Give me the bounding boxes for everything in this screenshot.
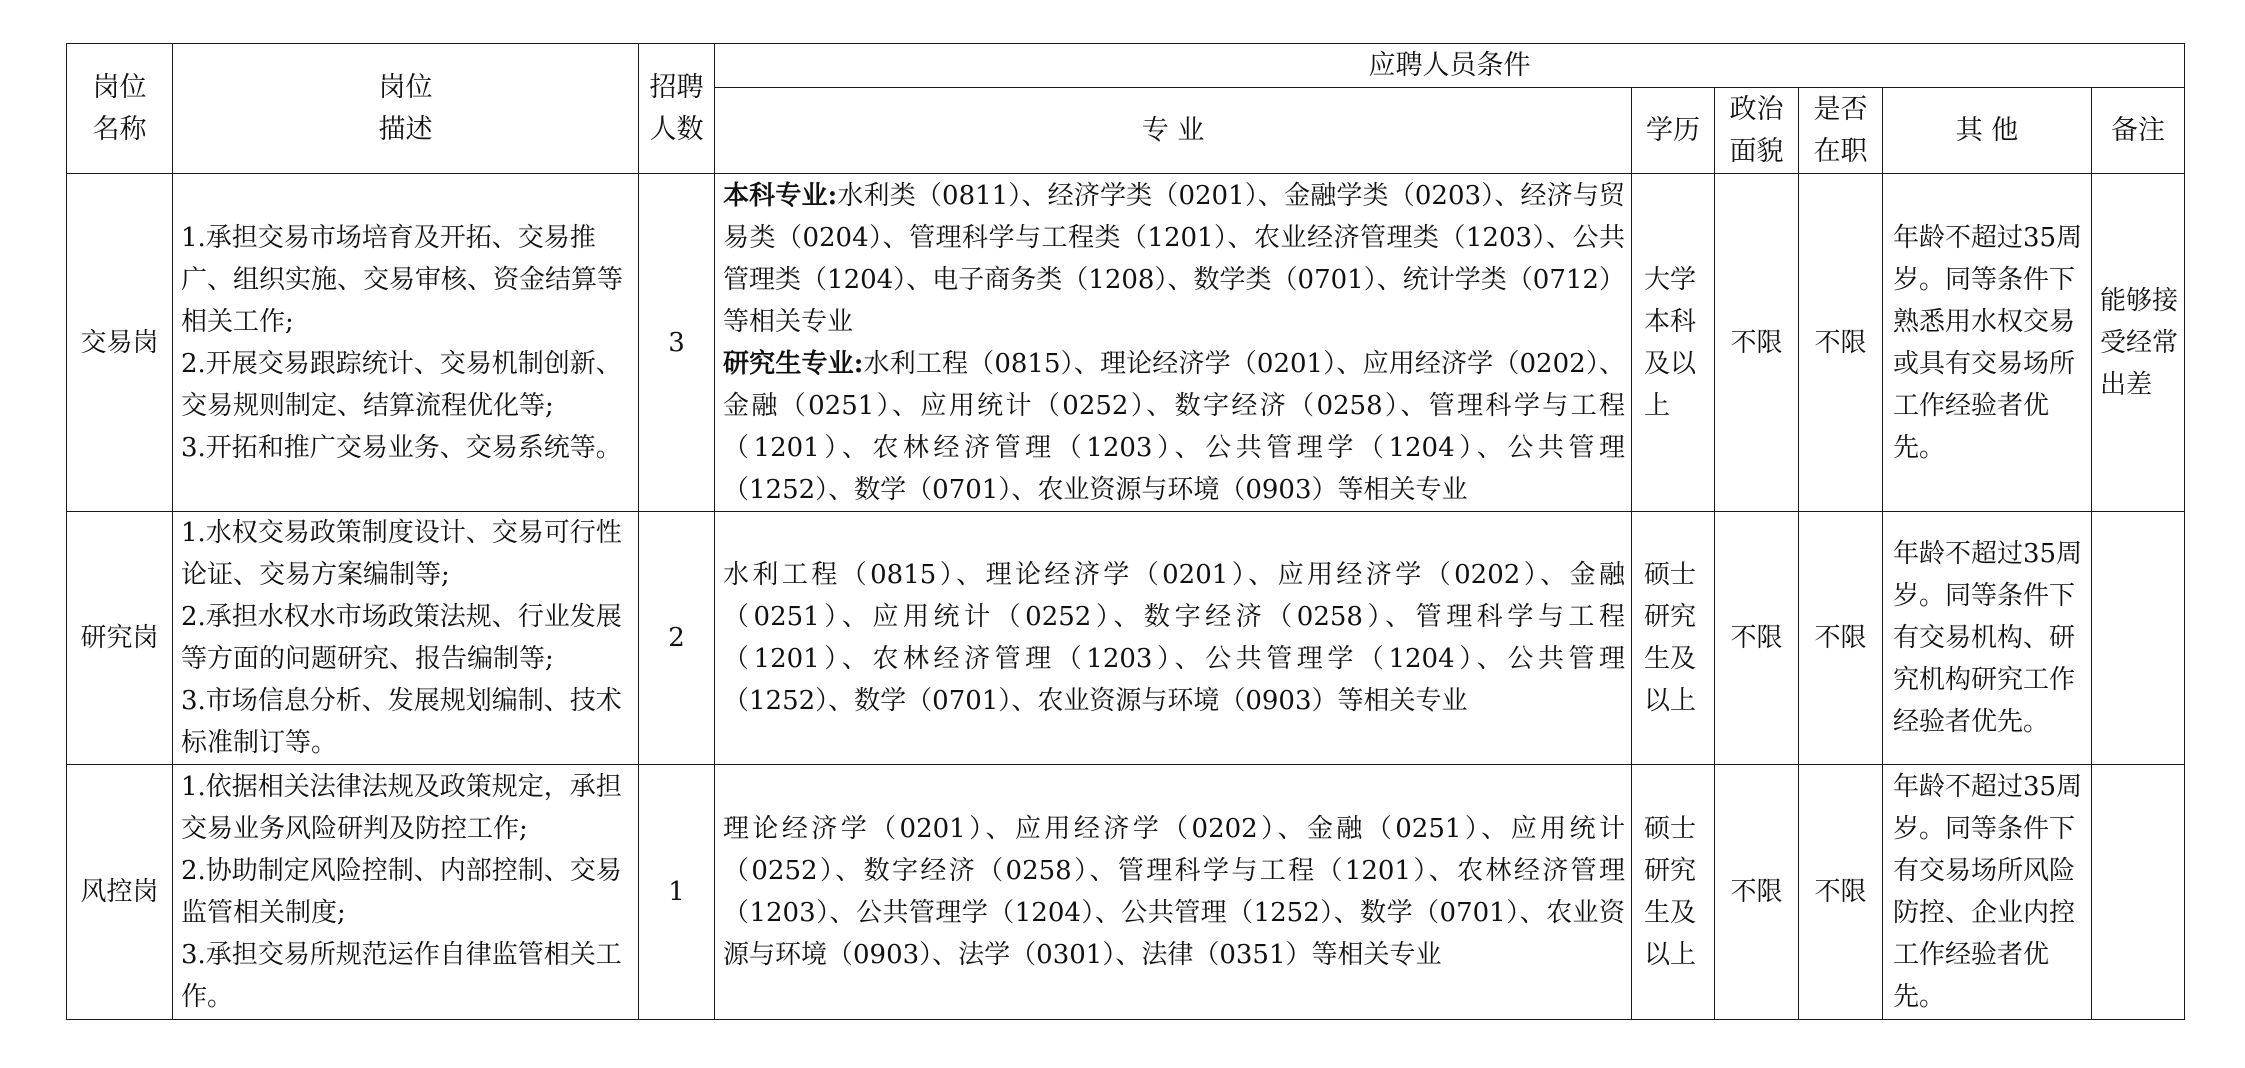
- remark: [2092, 765, 2185, 1020]
- employment-status: 不限: [1799, 174, 1883, 512]
- header-position-name: 岗位 名称: [67, 44, 173, 174]
- desc-item: 1.依据相关法律法规及政策规定，承担交易业务风险研判及防控工作;: [181, 772, 622, 844]
- desc-item: 2.开展交易跟踪统计、交易机制创新、交易规则制定、结算流程优化等;: [181, 348, 622, 421]
- major-postgrad-label: 研究生专业:: [723, 348, 864, 379]
- major-requirements: [715, 174, 1632, 512]
- table-row-research: [67, 512, 2185, 765]
- major-undergrad-text: 水利类（0811）、经济学类（0201）、金融学类（0203）、经济与贸易类（0204）、管理科学与工程类（1201）、农业经济管理类（1203）、公共管理类（1204）、电子商务类（1208）、数学类（0701）、统计学类（0712）等相关专业: [723, 180, 1625, 337]
- remark: 能够接受经常出差: [2092, 174, 2185, 512]
- header-conditions: 应聘人员条件: [715, 44, 2185, 88]
- recruitment-table: [66, 43, 2185, 1020]
- desc-item: 2.协助制定风险控制、内部控制、交易监管相关制度;: [181, 856, 622, 928]
- position-name: 交易岗: [67, 174, 173, 512]
- hire-count: 1: [639, 765, 715, 1020]
- other-conditions: 年龄不超过35周岁。同等条件下有交易场所风险防控、企业内控工作经验者优先。: [1883, 765, 2092, 1020]
- remark: [2092, 512, 2185, 765]
- table-row-risk-control: [67, 765, 2185, 1020]
- education: 硕士研究生及以上: [1632, 765, 1715, 1020]
- political-status: 不限: [1715, 765, 1799, 1020]
- header-major: 专 业: [715, 88, 1632, 174]
- header-hire-count: 招聘 人数: [639, 44, 715, 174]
- desc-item: 1.水权交易政策制度设计、交易可行性论证、交易方案编制等;: [181, 518, 622, 590]
- education: 大学本科及以上: [1632, 174, 1715, 512]
- hire-count: 3: [639, 174, 715, 512]
- other-conditions: 年龄不超过35周岁。同等条件下有交易机构、研究机构研究工作经验者优先。: [1883, 512, 2092, 765]
- political-status: 不限: [1715, 174, 1799, 512]
- table-row-trading: [67, 174, 2185, 512]
- header-position-desc: 岗位 描述: [173, 44, 639, 174]
- recruitment-table-wrapper: [66, 43, 2185, 1020]
- header-employed: 是否 在职: [1799, 88, 1883, 174]
- position-name: 风控岗: [67, 765, 173, 1020]
- header-remark: 备注: [2092, 88, 2185, 174]
- header-political: 政治 面貌: [1715, 88, 1799, 174]
- employment-status: 不限: [1799, 512, 1883, 765]
- header-other: 其 他: [1883, 88, 2092, 174]
- major-undergrad: [723, 175, 1625, 343]
- desc-item: 3.市场信息分析、发展规划编制、技术标准制订等。: [181, 686, 622, 758]
- position-desc: [173, 765, 639, 1020]
- major-undergrad-label: 本科专业:: [723, 180, 838, 211]
- desc-item: 2.承担水权水市场政策法规、行业发展等方面的问题研究、报告编制等;: [181, 602, 622, 674]
- position-desc: [173, 174, 639, 512]
- position-name: 研究岗: [67, 512, 173, 765]
- header-row-top: [67, 44, 2185, 88]
- desc-item: 1.承担交易市场培育及开拓、交易推广、组织实施、交易审核、资金结算等相关工作;: [181, 222, 624, 337]
- other-conditions: 年龄不超过35周岁。同等条件下熟悉用水权交易或具有交易场所工作经验者优先。: [1883, 174, 2092, 512]
- education: 硕士研究生及以上: [1632, 512, 1715, 765]
- header-education: 学历: [1632, 88, 1715, 174]
- political-status: 不限: [1715, 512, 1799, 765]
- hire-count: 2: [639, 512, 715, 765]
- position-desc: [173, 512, 639, 765]
- desc-item: 3.开拓和推广交易业务、交易系统等。: [181, 432, 622, 463]
- major-postgrad-text: 水利工程（0815）、理论经济学（0201）、应用经济学（0202）、金融（0251）、应用统计（0252）、数字经济（0258）、管理科学与工程（1201）、农林经济管理（1203）、公共管理学（1204）、公共管理（1252）、数学（0701）、农业资源与环境（0903）等相关专业: [723, 348, 1625, 505]
- employment-status: 不限: [1799, 765, 1883, 1020]
- desc-item: 3.承担交易所规范运作自律监管相关工作。: [181, 940, 622, 1012]
- major-postgrad: [723, 343, 1625, 511]
- major-requirements: 理论经济学（0201）、应用经济学（0202）、金融（0251）、应用统计（0252）、数字经济（0258）、管理科学与工程（1201）、农林经济管理（1203）、公共管理学（1204）、公共管理（1252）、数学（0701）、农业资源与环境（0903）、法学（0301）、法律（0351）等相关专业: [715, 765, 1632, 1020]
- major-requirements: 水利工程（0815）、理论经济学（0201）、应用经济学（0202）、金融（0251）、应用统计（0252）、数字经济（0258）、管理科学与工程（1201）、农林经济管理（1203）、公共管理学（1204）、公共管理（1252）、数学（0701）、农业资源与环境（0903）等相关专业: [715, 512, 1632, 765]
